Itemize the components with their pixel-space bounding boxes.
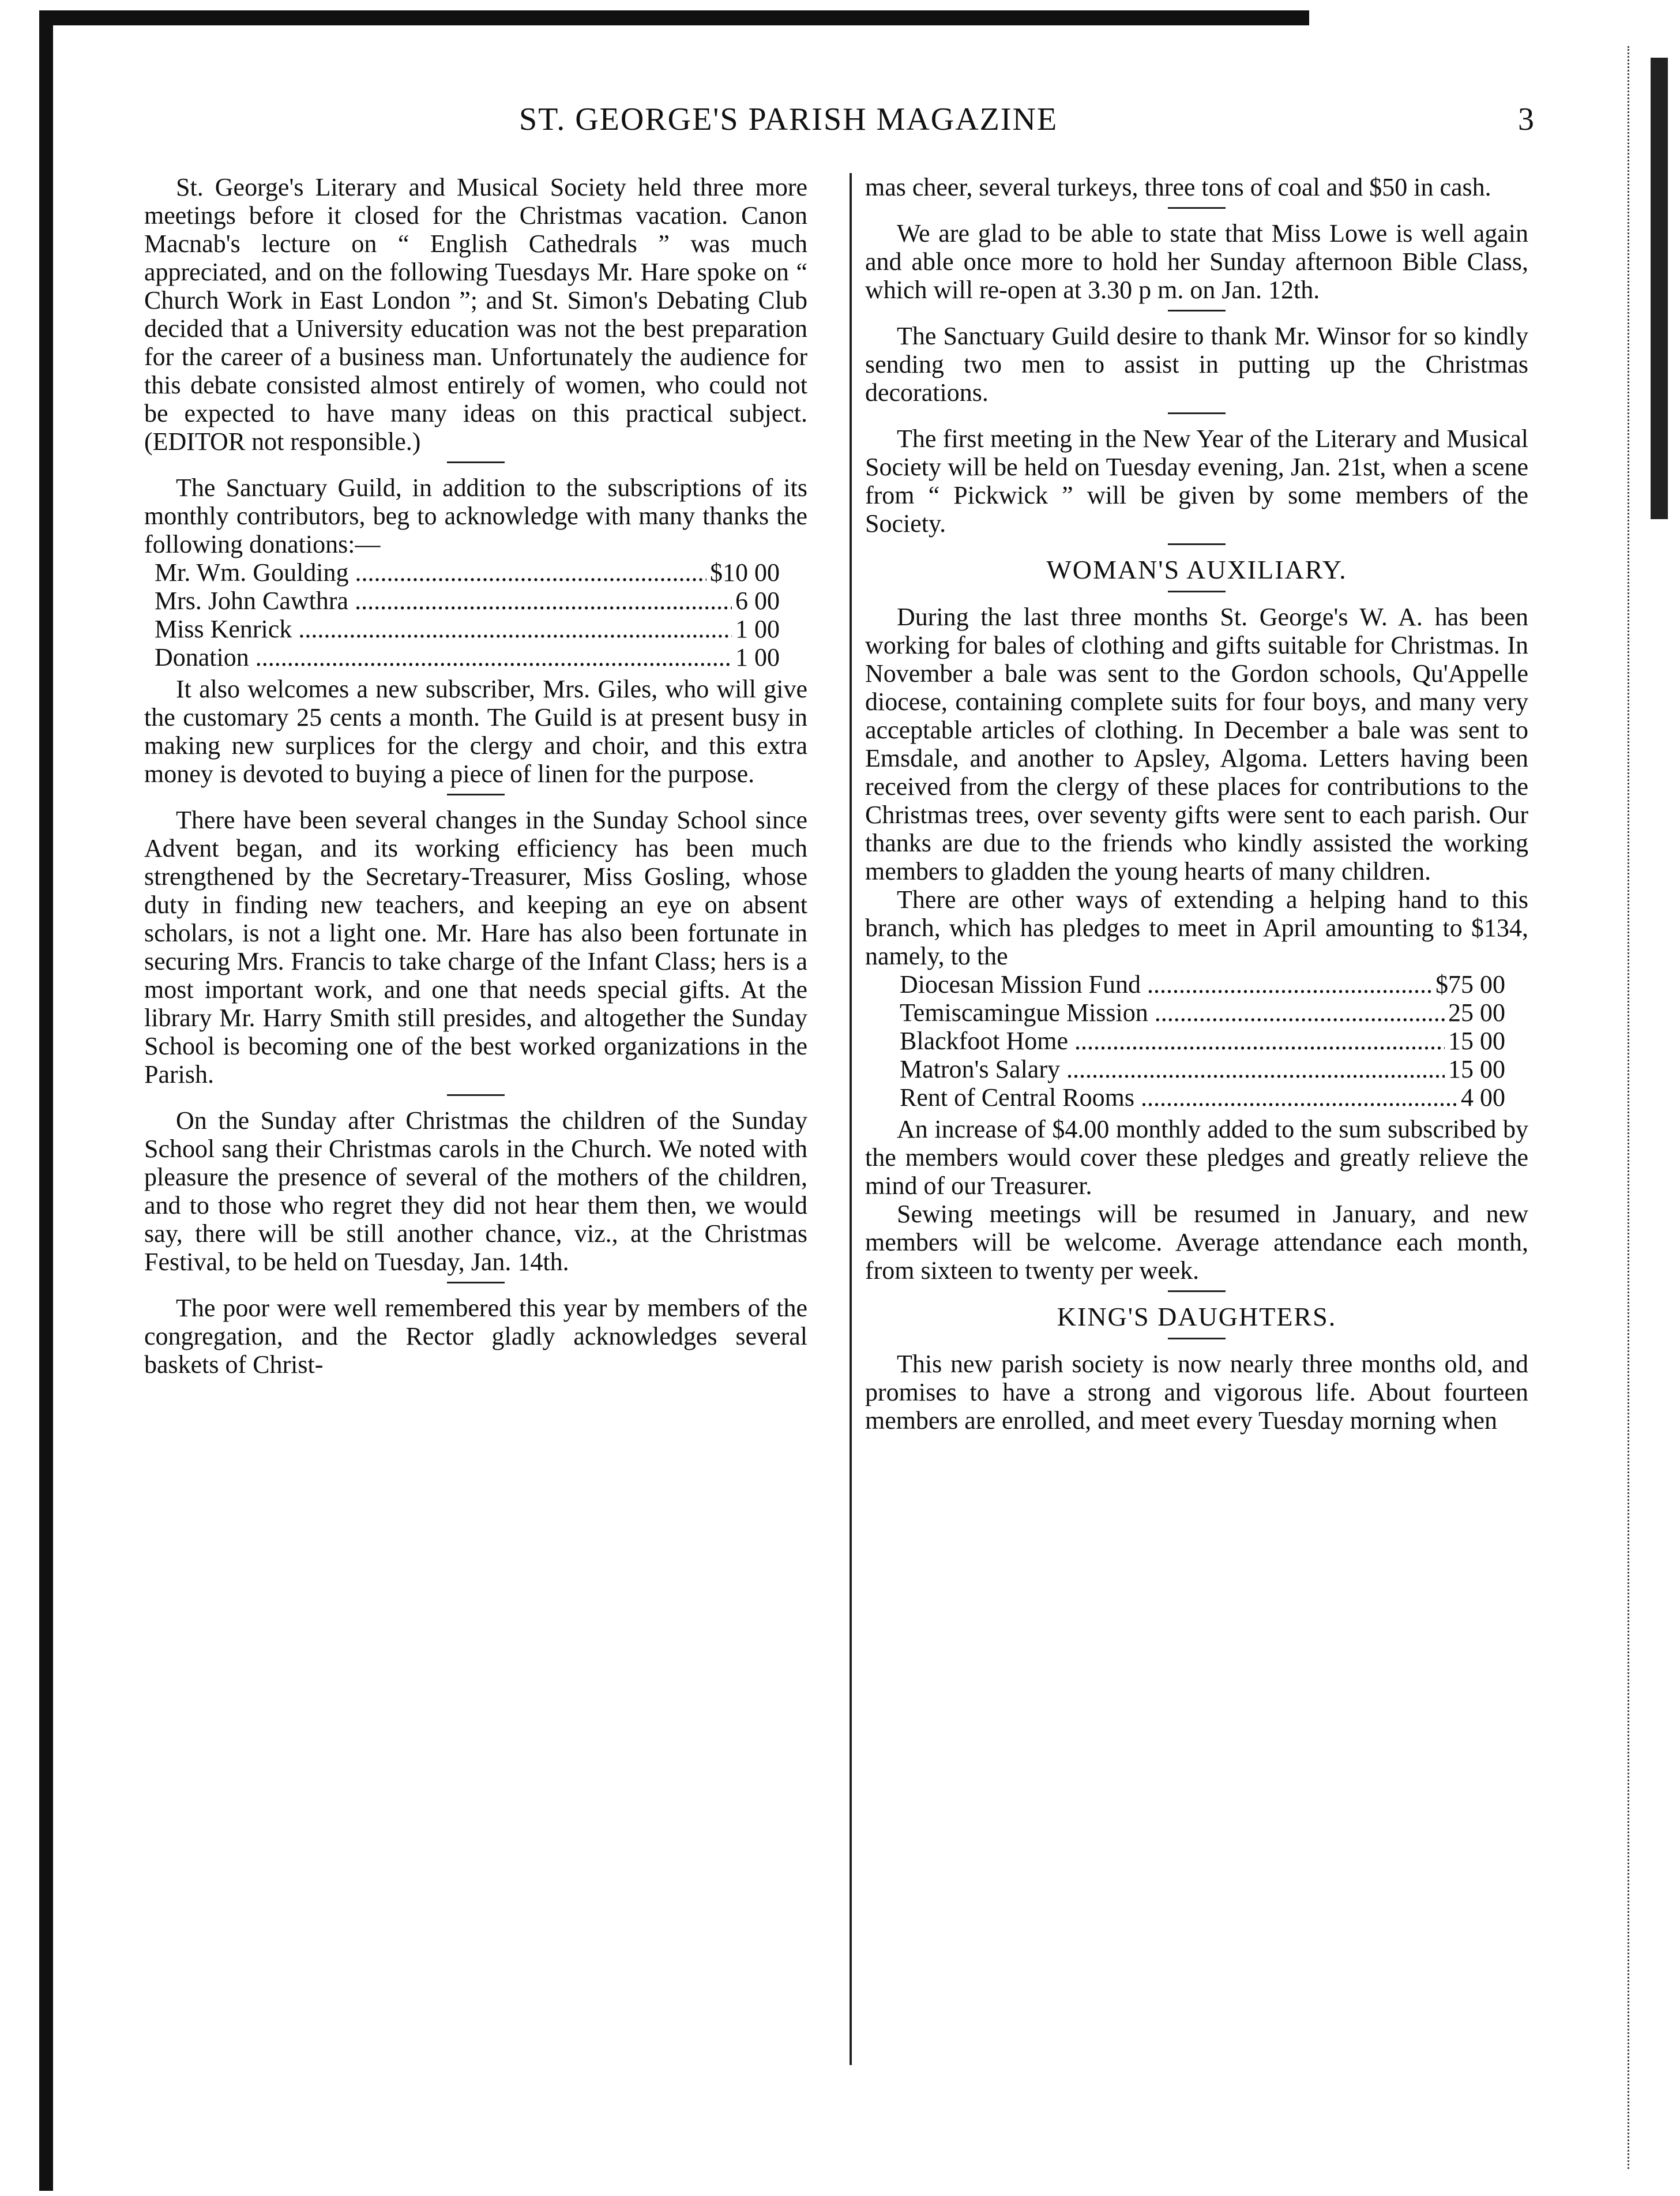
donation-amount: 1 00 [735, 615, 780, 643]
left-border-rule [39, 10, 53, 2191]
list-item [155, 587, 780, 615]
pledge-name: Rent of Central Rooms ..... [900, 1083, 1457, 1112]
pledge-amount: 15 00 [1448, 1027, 1505, 1055]
list-item [900, 1055, 1505, 1083]
donation-amount: 6 00 [735, 587, 780, 615]
poor-remembered-paragraph: The poor were well remembered this year by members of the congregation, and the Rector gladly acknowledges several baskets of Christ- [144, 1294, 807, 1379]
sunday-school-paragraph: There have been several changes in the Sunday School since Advent began, and its working efficiency has been much strengthened by the Secretary-Treasurer, Miss Gosling, whose duty in finding new teachers, and keeping an eye on absent scholars, is not a light one. Mr. Hare has also been fortunate in securing Mrs. Francis to take charge of the Infant Class; hers is a most important work, and one that needs special gifts. At the library Mr. Harry Smith still presides, and altogether the Sunday School is becoming one of the best worked organizations in the Parish. [144, 806, 807, 1088]
separator-rule [447, 1094, 505, 1096]
sanctuary-guild-thanks-paragraph: The Sanctuary Guild desire to thank Mr. Winsor for so kindly sending two men to assist in putting up the Christmas decorations. [865, 322, 1528, 407]
column-divider [850, 173, 852, 2065]
list-item [155, 615, 780, 643]
new-subscriber-paragraph: It also welcomes a new subscriber, Mrs. Giles, who will give the customary 25 cents a month. The Guild is at present busy in making new surplices for the clergy and choir, and this extra money is devoted to buying a piece of linen for the purpose. [144, 675, 807, 788]
separator-rule [1168, 543, 1226, 545]
page-number: 3 [1518, 102, 1534, 137]
separator-rule [447, 794, 505, 795]
pledges-intro-paragraph: There are other ways of extending a helping hand to this branch, which has pledges to meet in April amounting to $134, namely, to the [865, 885, 1528, 970]
list-item [900, 1083, 1505, 1112]
separator-rule [1168, 1290, 1226, 1292]
list-item [155, 558, 780, 587]
list-item [155, 643, 780, 671]
donor-name: Mrs. John Cawthra ..... [155, 587, 732, 615]
christmas-carols-paragraph: On the Sunday after Christmas the children of the Sunday School sang their Christmas carols in the Church. We noted with pleasure the presence of several of the mothers of the children, and to those who regret they did not hear them then, we would say, there will be still another chance, viz., at the Christmas Festival, to be held on Tuesday, Jan. 14th. [144, 1106, 807, 1276]
donor-name: Donation ..... [155, 643, 732, 671]
pledges-list [865, 970, 1528, 1112]
top-border-rule [40, 10, 1309, 25]
pledge-amount: 15 00 [1448, 1055, 1505, 1083]
right-column [865, 173, 1528, 1435]
pledge-amount: 4 00 [1461, 1083, 1505, 1112]
separator-rule [1168, 591, 1226, 592]
donor-name: Mr. Wm. Goulding ..... [155, 558, 706, 587]
left-column [144, 173, 807, 1379]
pledge-name: Matron's Salary ..... [900, 1055, 1445, 1083]
right-edge-bar [1651, 58, 1668, 519]
magazine-title: ST. GEORGE'S PARISH MAGAZINE [519, 102, 1058, 137]
donation-amount: $10 00 [710, 558, 780, 587]
womans-auxiliary-heading: WOMAN'S AUXILIARY. [1046, 555, 1347, 584]
pledge-name: Temiscamingue Mission ..... [900, 998, 1445, 1027]
pledge-name: Blackfoot Home ..... [900, 1027, 1445, 1055]
sewing-meetings-paragraph: Sewing meetings will be resumed in January, and new members will be welcome. Average attendance each month, from sixteen to twenty per week. [865, 1200, 1528, 1285]
donations-list [144, 558, 807, 671]
donation-amount: 1 00 [735, 643, 780, 671]
separator-rule [447, 1282, 505, 1283]
pledge-amount: $75 00 [1435, 970, 1505, 998]
separator-rule [1168, 1338, 1226, 1339]
right-page-edge [1628, 46, 1652, 2169]
sanctuary-guild-paragraph: The Sanctuary Guild, in addition to the subscriptions of its monthly contributors, beg to acknowledge with many thanks the following donations:— [144, 474, 807, 558]
kings-daughters-heading: KING'S DAUGHTERS. [1057, 1302, 1337, 1331]
separator-rule [1168, 310, 1226, 311]
separator-rule [447, 461, 505, 463]
pledge-name: Diocesan Mission Fund ..... [900, 970, 1432, 998]
separator-rule [1168, 412, 1226, 414]
literary-society-paragraph: St. George's Literary and Musical Society held three more meetings before it closed for the Christmas vacation. Canon Macnab's lecture on “ English Cathedrals ” was much appreciated, and on the following Tuesdays Mr. Hare spoke on “ Church Work in East London ”; and St. Simon's Debating Club decided that a University education was not the best preparation for the career of a business man. Unfortunately the audience for this debate consisted almost entirely of women, who could not be expected to have many ideas on this practical subject. (EDITOR not responsible.) [144, 173, 807, 456]
first-meeting-paragraph: The first meeting in the New Year of the Literary and Musical Society will be held on Tuesday evening, Jan. 21st, when a scene from “ Pickwick ” will be given by some members of the Society. [865, 425, 1528, 538]
donor-name: Miss Kenrick ..... [155, 615, 732, 643]
miss-lowe-paragraph: We are glad to be able to state that Miss Lowe is well again and able once more to hold her Sunday afternoon Bible Class, which will re-open at 3.30 p m. on Jan. 12th. [865, 219, 1528, 304]
list-item [900, 998, 1505, 1027]
monthly-increase-paragraph: An increase of $4.00 monthly added to the sum subscribed by the members would cover these pledges and greatly relieve the mind of our Treasurer. [865, 1115, 1528, 1200]
list-item [900, 1027, 1505, 1055]
separator-rule [1168, 207, 1226, 209]
page-header [519, 101, 1534, 147]
list-item [900, 970, 1505, 998]
auxiliary-work-paragraph: During the last three months St. George's W. A. has been working for bales of clothing and gifts suitable for Christmas. In November a bale was sent to the Gordon schools, Qu'Appelle diocese, containing complete suits for four boys, and many very acceptable articles of clothing. In December a bale was sent to Emsdale, and another to Apsley, Algoma. Letters having been received from the clergy of these places for contributions to the Christmas trees, over seventy gifts were sent to each parish. Our thanks are due to the friends who kindly assisted the working members to gladden the young hearts of many children. [865, 603, 1528, 885]
pledge-amount: 25 00 [1448, 998, 1505, 1027]
christmas-cheer-continuation: mas cheer, several turkeys, three tons of coal and $50 in cash. [865, 173, 1491, 201]
kings-daughters-paragraph: This new parish society is now nearly three months old, and promises to have a strong and vigorous life. About fourteen members are enrolled, and meet every Tuesday morning when [865, 1350, 1528, 1435]
